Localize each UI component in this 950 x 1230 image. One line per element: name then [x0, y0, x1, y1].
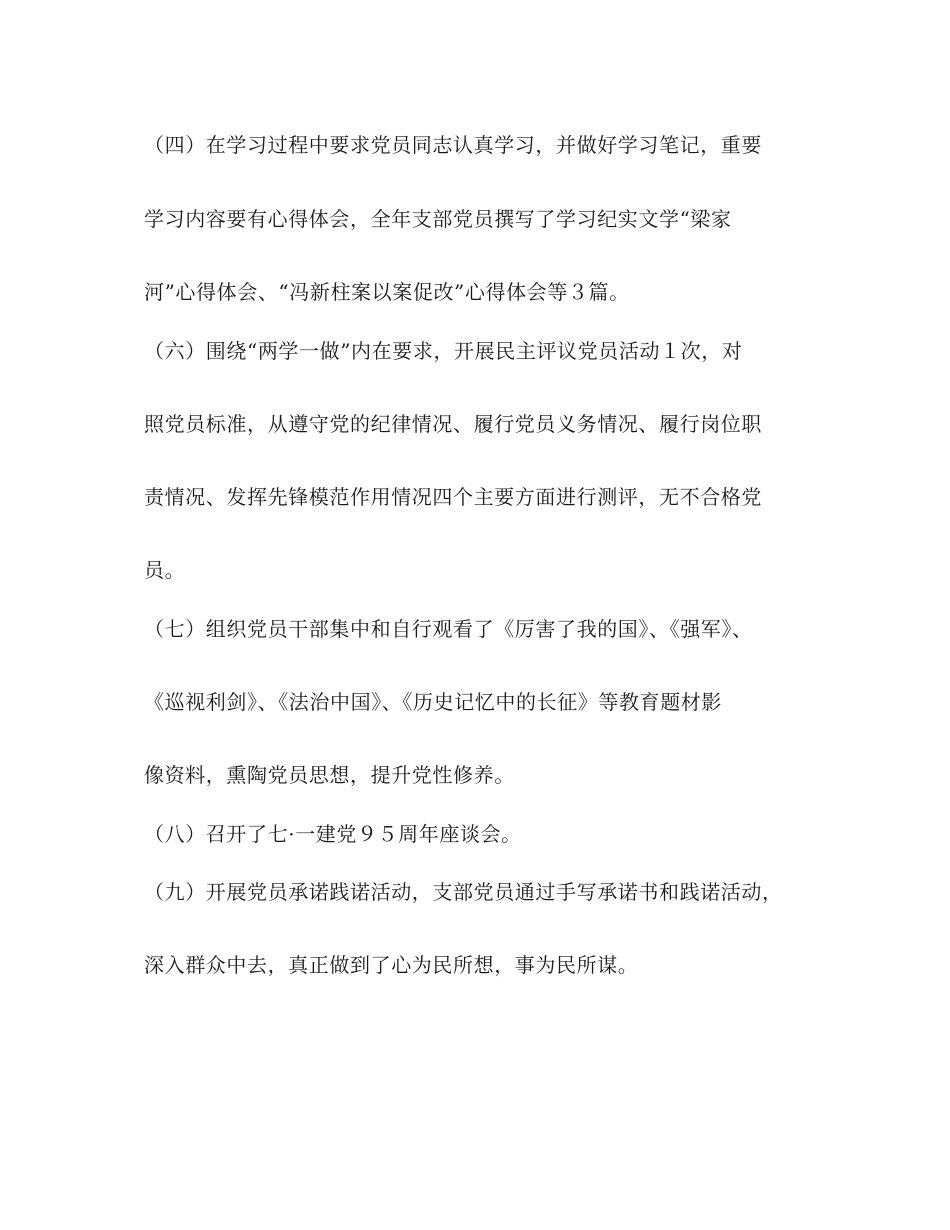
paragraph-6-line-3: 责情况、发挥先锋模范作用情况四个主要方面进行测评，无不合格党 [144, 485, 762, 509]
paragraph-8-line-1: （八）召开了七·一建党９５周年座谈会。 [144, 822, 522, 846]
paragraph-7-line-3: 像资料，熏陶党员思想，提升党性修养。 [144, 763, 515, 787]
paragraph-4-line-3: 河”心得体会、“冯新柱案以案促改”心得体会等３篇。 [144, 280, 630, 304]
paragraph-6-line-2: 照党员标准，从遵守党的纪律情况、履行党员义务情况、履行岗位职 [144, 412, 762, 436]
paragraph-7-line-1: （七）组织党员干部集中和自行观看了《厉害了我的国》、《强军》、 [144, 617, 753, 641]
paragraph-4-line-2: 学习内容要有心得体会，全年支部党员撰写了学习纪实文学“梁家 [144, 207, 732, 231]
paragraph-9-line-1: （九）开展党员承诺践诺活动，支部党员通过手写承诺书和践诺活动， [144, 880, 783, 904]
paragraph-7-line-2: 《巡视利剑》、《法治中国》、《历史记忆中的长征》等教育题材影 [144, 690, 722, 714]
paragraph-9-line-2: 深入群众中去，真正做到了心为民所想，事为民所谋。 [144, 953, 639, 977]
paragraph-6-line-1: （六）围绕“两学一做”内在要求，开展民主评议党员活动１次，对 [144, 339, 743, 363]
paragraph-6-line-4: 员。 [144, 558, 186, 582]
paragraph-4-line-1: （四）在学习过程中要求党员同志认真学习，并做好学习笔记，重要 [144, 133, 762, 157]
